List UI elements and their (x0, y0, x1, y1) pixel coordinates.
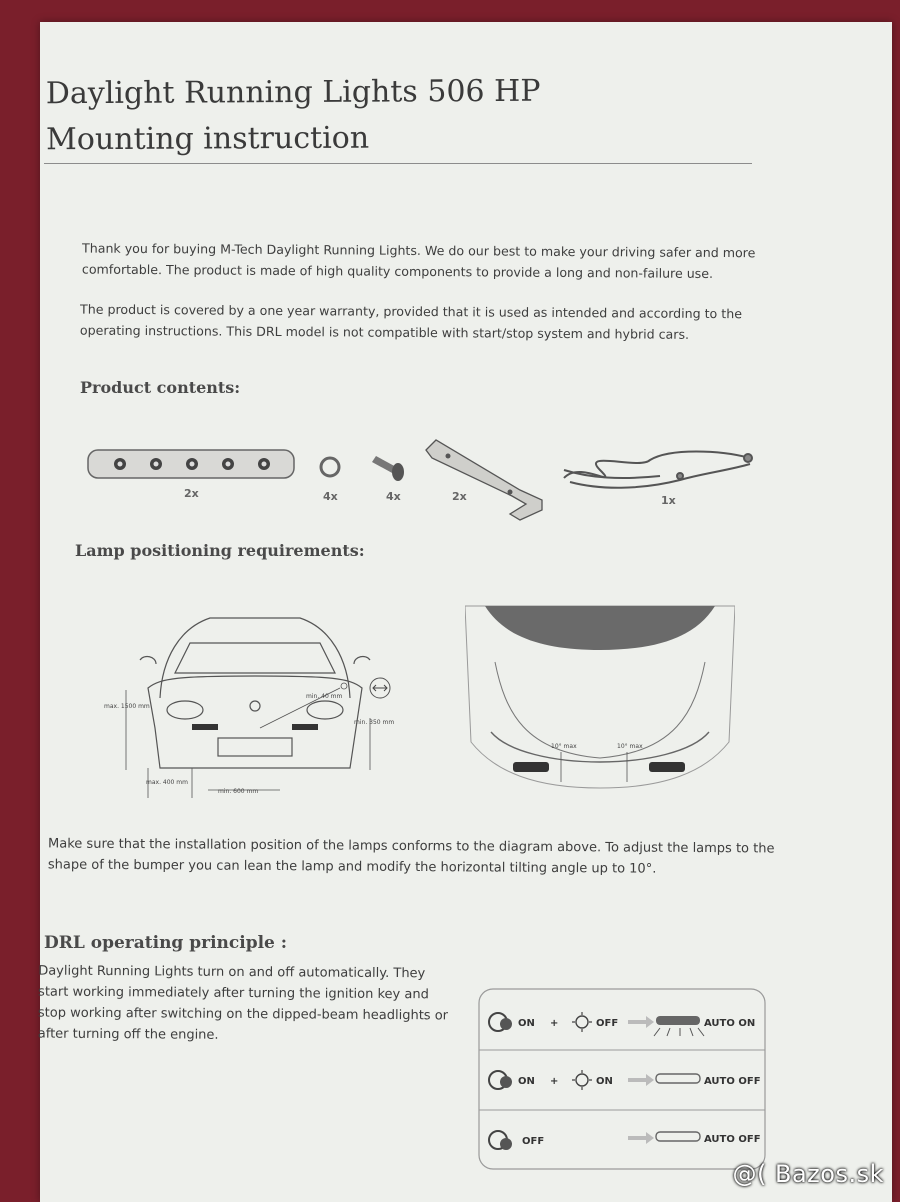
title-divider (44, 163, 752, 164)
row-2 (489, 1070, 761, 1090)
row-3-result: AUTO OFF (704, 1134, 761, 1145)
arrow-icon (628, 1132, 654, 1144)
product-contents-heading: Product contents: (80, 378, 241, 397)
harness-quantity: 1x (661, 494, 676, 507)
ignition-key-icon (489, 1013, 512, 1031)
ignition-key-icon (489, 1131, 512, 1150)
drl-lit-icon (654, 1016, 704, 1036)
product-contents-illustration (80, 430, 780, 530)
bracket-illustration (426, 440, 542, 520)
row-2-headlights: ON (596, 1076, 613, 1087)
label-tilt-left: 10° max (551, 743, 577, 750)
top-view-diagram (465, 602, 735, 802)
title-line-1: Daylight Running Lights 506 HP (45, 73, 541, 112)
bazos-watermark: @( Bazos.sk (732, 1160, 884, 1188)
row-1-plus: + (550, 1018, 559, 1029)
row-1-ignition: ON (518, 1018, 535, 1029)
label-min-between: min. 600 mm (218, 788, 259, 795)
arrow-icon (628, 1074, 654, 1086)
row-1 (489, 1012, 755, 1036)
operating-heading: DRL operating principle : (44, 933, 288, 953)
screw-quantity: 4x (386, 490, 401, 503)
adjust-arrows-icon (370, 678, 390, 698)
front-view-diagram (100, 598, 410, 804)
operating-table (478, 988, 768, 1172)
title-line-2: Mounting instruction (46, 120, 370, 158)
row-3-ignition: OFF (522, 1136, 545, 1147)
headlight-icon (572, 1012, 592, 1032)
label-tilt-right: 10° max (617, 743, 643, 750)
bracket-quantity: 2x (452, 490, 467, 503)
ignition-key-icon (489, 1071, 512, 1089)
row-1-result: AUTO ON (704, 1018, 756, 1029)
drl-off-icon (656, 1074, 700, 1083)
intro-paragraph: Thank you for buying M-Tech Daylight Running Lights. We do our best to make your driving safer and more comfortable. The product is made of high quality components to provide a long and non-failure use. (81, 240, 756, 281)
headlight-icon (572, 1070, 592, 1090)
positioning-note: Make sure that the installation position of the lamps conforms to the diagram above. To adjust the lamps to the shape of the bumper you can lean the lamp and modify the horizontal tilting angle up to 10°. (47, 836, 775, 877)
lamp-strip-illustration (88, 450, 294, 478)
wiring-harness-illustration (564, 452, 752, 488)
row-2-result: AUTO OFF (704, 1076, 761, 1087)
washer-illustration (321, 458, 339, 476)
row-2-ignition: ON (518, 1076, 535, 1087)
document-title (46, 69, 541, 164)
row-1-headlights: OFF (596, 1018, 619, 1029)
label-max-height: max. 1500 mm (104, 703, 150, 710)
row-2-plus: + (550, 1076, 559, 1087)
positioning-heading: Lamp positioning requirements: (75, 541, 365, 560)
warranty-paragraph: The product is covered by a one year warranty, provided that it is used as intended and according to the operating instructions. This DRL model is not compatible with start/stop system and hybrid cars. (79, 301, 743, 342)
operating-text: Daylight Running Lights turn on and off automatically. They start working immediately after turning the ignition key and stop working after switching on the dipped-beam headlights or after turning off the engine. (37, 963, 449, 1043)
label-min-top: min. 40 mm (306, 693, 343, 700)
washer-quantity: 4x (323, 490, 338, 503)
label-max-edge: max. 400 mm (146, 779, 188, 786)
arrow-icon (628, 1016, 654, 1028)
screw-illustration (372, 456, 404, 481)
row-3 (489, 1131, 761, 1150)
drl-off-icon (656, 1132, 700, 1141)
lamp-quantity: 2x (184, 487, 199, 500)
label-min-side: min. 350 mm (354, 719, 395, 726)
